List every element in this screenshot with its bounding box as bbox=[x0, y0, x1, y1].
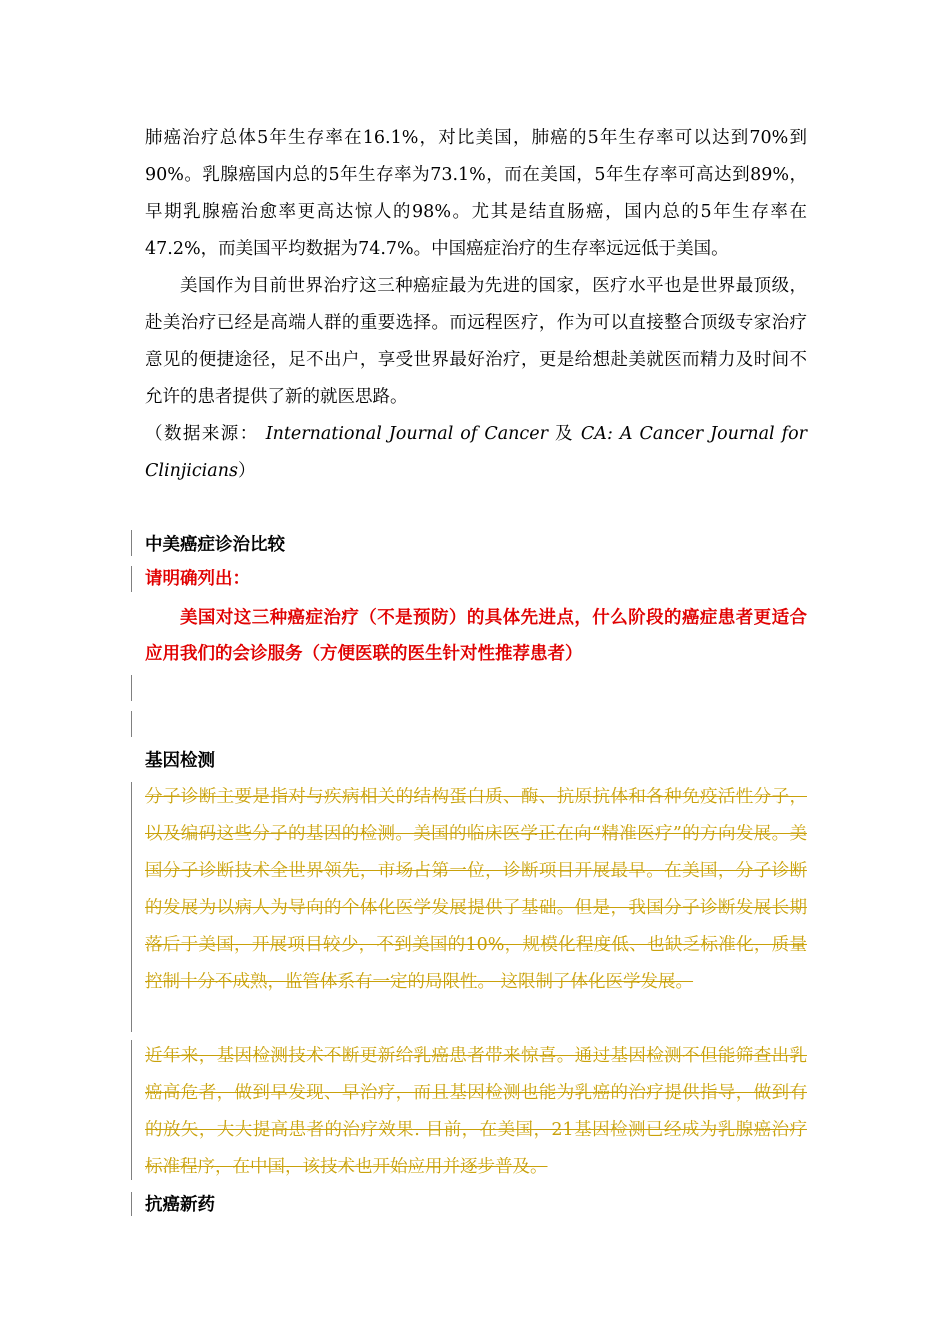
data-source-line-2 bbox=[145, 453, 255, 490]
us-advanced-paragraph: 美国作为目前世界治疗这三种癌症最为先进的国家，医疗水平也是世界最顶级，赴美治疗已经是高端人群的重要选择。而远程医疗，作为可以直接整合顶级专家治疗意见的便捷途径，足不出户，享受世界最好治疗，更是给想赴美就医而精力及时间不允许的患者提供了新的就医思路。 bbox=[145, 276, 807, 407]
section-heading: 中美癌症诊治比较 bbox=[145, 535, 285, 555]
survival-rate-paragraph: 肺癌治疗总体5年生存率在16.1%，对比美国，肺癌的5年生存率可以达到70%到90%。乳腺癌国内总的5年生存率为73.1%，而在美国，5年生存率可高达到89%，早期乳腺癌治愈率更高达惊人的98%。尤其是结直肠癌，国内总的5年生存率在47.2%，而美国平均数据为74.7%。中国癌症治疗的生存率远远低于美国。 bbox=[145, 128, 807, 259]
deleted-paragraph-molecular-diagnosis: 分子诊断主要是指对与疾病相关的结构蛋白质、酶、抗原抗体和各种免疫活性分子，以及编码这些分子的基因的检测。美国的临床医学正在向“精准医疗”的方向发展。美国分子诊断技术全世界领先，市场占第一位，诊断项目开展最早。在美国，分子诊断的发展为以病人为导向的个体化医学发展提供了基础。但是，我国分子诊断发展长期落后于美国，开展项目较少，不到美国的10%，规模化程度低、也缺乏标准化，质量控制十分不成熟，监管体系有一定的局限性。 这限制了体化医学发展。 bbox=[145, 787, 807, 992]
change-bar bbox=[131, 675, 132, 701]
change-bar bbox=[131, 1040, 132, 1180]
change-bar bbox=[131, 782, 132, 1032]
request-body: 美国对这三种癌症治疗（不是预防）的具体先进点，什么阶段的癌症患者更适合应用我们的会诊服务（方便医联的医生针对性推荐患者） bbox=[145, 608, 807, 664]
change-bar bbox=[131, 711, 132, 737]
change-bar bbox=[131, 566, 132, 592]
source-conjunction: 及 bbox=[554, 424, 574, 444]
request-label: 请明确列出： bbox=[145, 569, 250, 589]
source-journal-2-end: Clinjicians bbox=[145, 461, 238, 481]
new-drugs-heading: 抗癌新药 bbox=[145, 1195, 215, 1215]
gene-testing-heading: 基因检测 bbox=[145, 751, 215, 771]
change-bar bbox=[131, 530, 132, 556]
change-bar bbox=[131, 1192, 132, 1216]
source-journal-1: International Journal of Cancer bbox=[265, 424, 548, 444]
source-suffix: ） bbox=[237, 461, 256, 481]
data-source-line bbox=[145, 416, 807, 453]
source-journal-2: CA: A Cancer Journal for bbox=[580, 424, 807, 444]
source-prefix: （数据来源： bbox=[145, 424, 259, 444]
deleted-paragraph-gene-testing: 近年来，基因检测技术不断更新给乳癌患者带来惊喜。通过基因检测不但能筛查出乳癌高危者，做到早发现、早治疗，而且基因检测也能为乳癌的治疗提供指导，做到有的放矢，大大提高患者的治疗效果. 目前，在美国，21基因检测已经成为乳腺癌治疗标准程序，在中国，该技术也开始应用并逐步普及。 bbox=[145, 1046, 807, 1177]
